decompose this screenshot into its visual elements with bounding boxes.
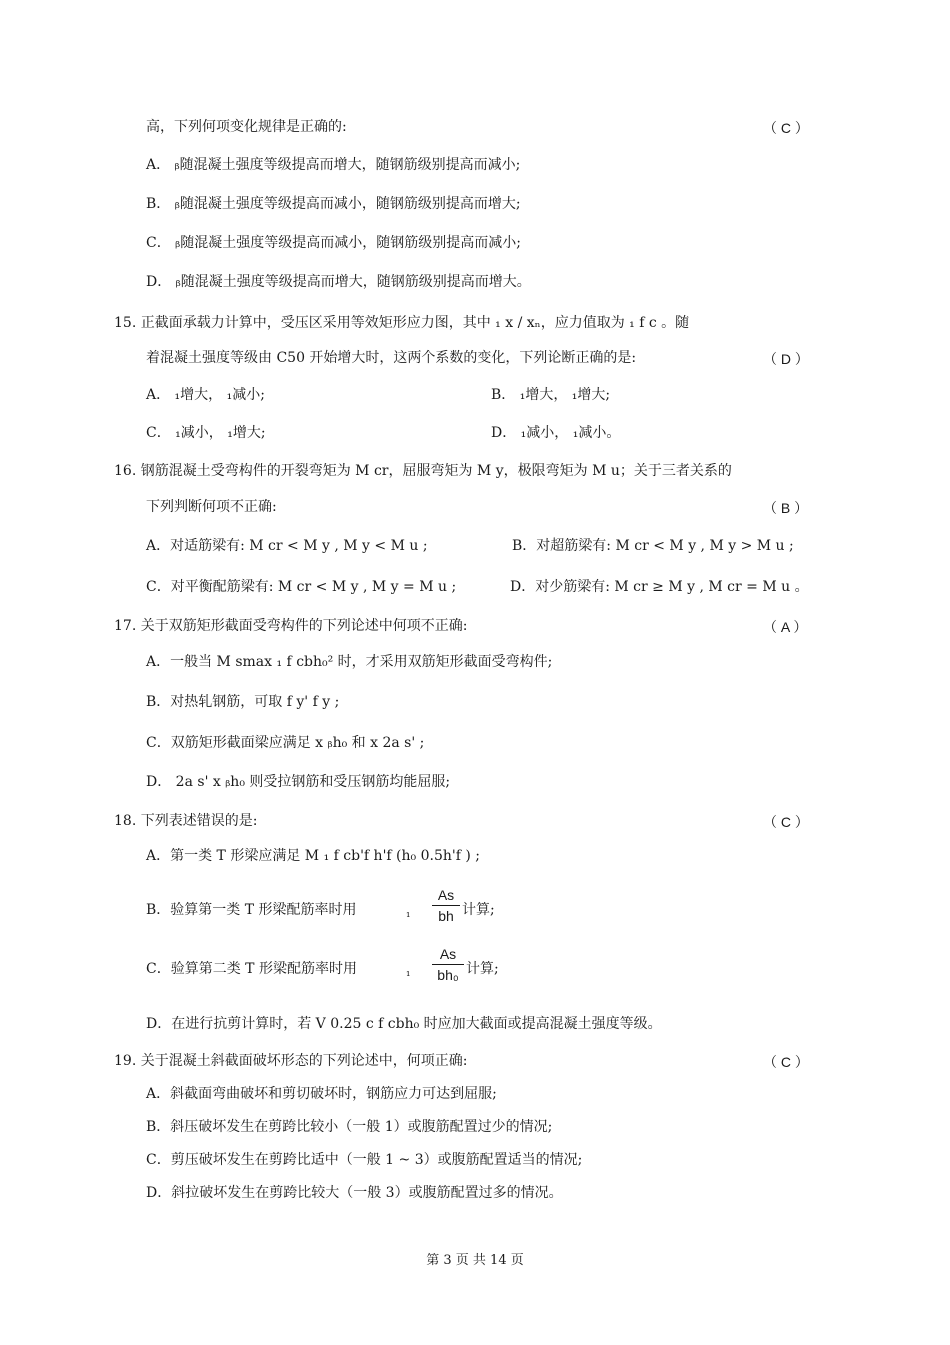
q16-option-c: C．对平衡配筋梁有: M cr < M y , M y = M u ; bbox=[146, 579, 457, 595]
q18-option-d: D．在进行抗剪计算时，若 V 0.25 c f cbh₀ 时应加大截面或提高混凝土强度等级。 bbox=[146, 1016, 662, 1032]
q14-option-b: B． ᵦ随混凝土强度等级提高而减小，随钢筋级别提高而增大; bbox=[146, 196, 521, 212]
q16-stem-line2: 下列判断何项不正确: bbox=[146, 499, 277, 515]
q14-option-c: C． ᵦ随混凝土强度等级提高而减小，随钢筋级别提高而减小; bbox=[146, 235, 521, 251]
q16-option-d: D．对少筋梁有: M cr ≥ M y , M cr = M u 。 bbox=[510, 579, 809, 595]
q18-option-c-fraction bbox=[432, 946, 464, 983]
q17-stem: 17. 关于双筋矩形截面受弯构件的下列论述中何项不正确: bbox=[114, 618, 468, 634]
q14-option-d: D． ᵦ随混凝土强度等级提高而增大，随钢筋级别提高而增大。 bbox=[146, 274, 531, 290]
q15-stem-line2: 着混凝土强度等级由 C50 开始增大时，这两个系数的变化，下列论断正确的是: bbox=[146, 350, 637, 366]
q19-option-d: D．斜拉破坏发生在剪跨比较大（一般 3）或腹筋配置过多的情况。 bbox=[146, 1185, 563, 1201]
q19-option-c: C．剪压破坏发生在剪跨比适中（一般 1 ~ 3）或腹筋配置适当的情况; bbox=[146, 1152, 583, 1168]
q18-option-c-tail: 计算; bbox=[466, 961, 499, 977]
q15-option-b: B． ₁增大， ₁增大; bbox=[491, 387, 611, 403]
q18-option-b-numerator: As bbox=[432, 887, 460, 906]
q19-option-b: B．斜压破坏发生在剪跨比较小（一般 1）或腹筋配置过少的情况; bbox=[146, 1119, 553, 1135]
q14-option-a: A． ᵦ随混凝土强度等级提高而增大，随钢筋级别提高而减小; bbox=[146, 157, 521, 173]
q18-stem: 18. 下列表述错误的是: bbox=[114, 813, 258, 829]
q18-option-c-denominator: bh₀ bbox=[437, 967, 459, 983]
q18-option-b-fraction bbox=[432, 887, 460, 924]
q15-option-d: D． ₁减小， ₁减小。 bbox=[491, 425, 621, 441]
q18-option-c: C．验算第二类 T 形梁配筋率时用 bbox=[146, 961, 357, 977]
q18-option-b-denominator: bh bbox=[438, 908, 454, 924]
q16-answer: （ B ） bbox=[763, 500, 809, 516]
q14-answer: （ C ） bbox=[763, 120, 809, 136]
q19-answer: （ C ） bbox=[763, 1054, 809, 1070]
q19-stem: 19. 关于混凝土斜截面破坏形态的下列论述中，何项正确: bbox=[114, 1053, 468, 1069]
q19-option-a: A．斜截面弯曲破坏和剪切破坏时，钢筋应力可达到屈服; bbox=[146, 1086, 497, 1102]
q15-option-a: A． ₁增大， ₁减小; bbox=[146, 387, 265, 403]
q18-answer: （ C ） bbox=[763, 814, 809, 830]
q18-option-a: A．第一类 T 形梁应满足 M ₁ f cb'f h'f (h₀ 0.5h'f ) ; bbox=[146, 848, 480, 864]
q16-option-b: B．对超筋梁有: M cr < M y , M y > M u ; bbox=[512, 538, 794, 554]
q15-answer: （ D ） bbox=[763, 351, 809, 367]
q18-option-c-numerator: As bbox=[432, 946, 464, 965]
q15-option-c: C． ₁减小， ₁增大; bbox=[146, 425, 266, 441]
q17-option-a: A．一般当 M smax ₁ f cbh₀² 时，才采用双筋矩形截面受弯构件; bbox=[146, 654, 553, 670]
q16-stem-line1: 16. 钢筋混凝土受弯构件的开裂弯矩为 M cr，屈服弯矩为 M y，极限弯矩为 M u；关于三者关系的 bbox=[114, 463, 732, 479]
q16-option-a: A．对适筋梁有: M cr < M y , M y < M u ; bbox=[146, 538, 428, 554]
q18-option-b-symbol: ₁ bbox=[406, 907, 411, 920]
q15-stem-line1: 15. 正截面承载力计算中，受压区采用等效矩形应力图，其中 ₁ x / xₙ，应力值取为 ₁ f c 。随 bbox=[114, 315, 690, 331]
q17-option-d: D． 2a s' x ᵦh₀ 则受拉钢筋和受压钢筋均能屈服; bbox=[146, 774, 451, 790]
q17-answer: （ A ） bbox=[763, 619, 808, 635]
q17-option-c: C．双筋矩形截面梁应满足 x ᵦh₀ 和 x 2a s' ; bbox=[146, 735, 425, 751]
q18-option-b-tail: 计算; bbox=[462, 902, 495, 918]
q17-option-b: B．对热轧钢筋，可取 f y' f y ; bbox=[146, 694, 340, 710]
q18-option-b: B．验算第一类 T 形梁配筋率时用 bbox=[146, 902, 357, 918]
q18-option-c-symbol: ₁ bbox=[406, 966, 411, 979]
page-footer: 第 3 页 共 14 页 bbox=[426, 1253, 524, 1268]
q14-stem-end: 高，下列何项变化规律是正确的: bbox=[146, 119, 347, 135]
